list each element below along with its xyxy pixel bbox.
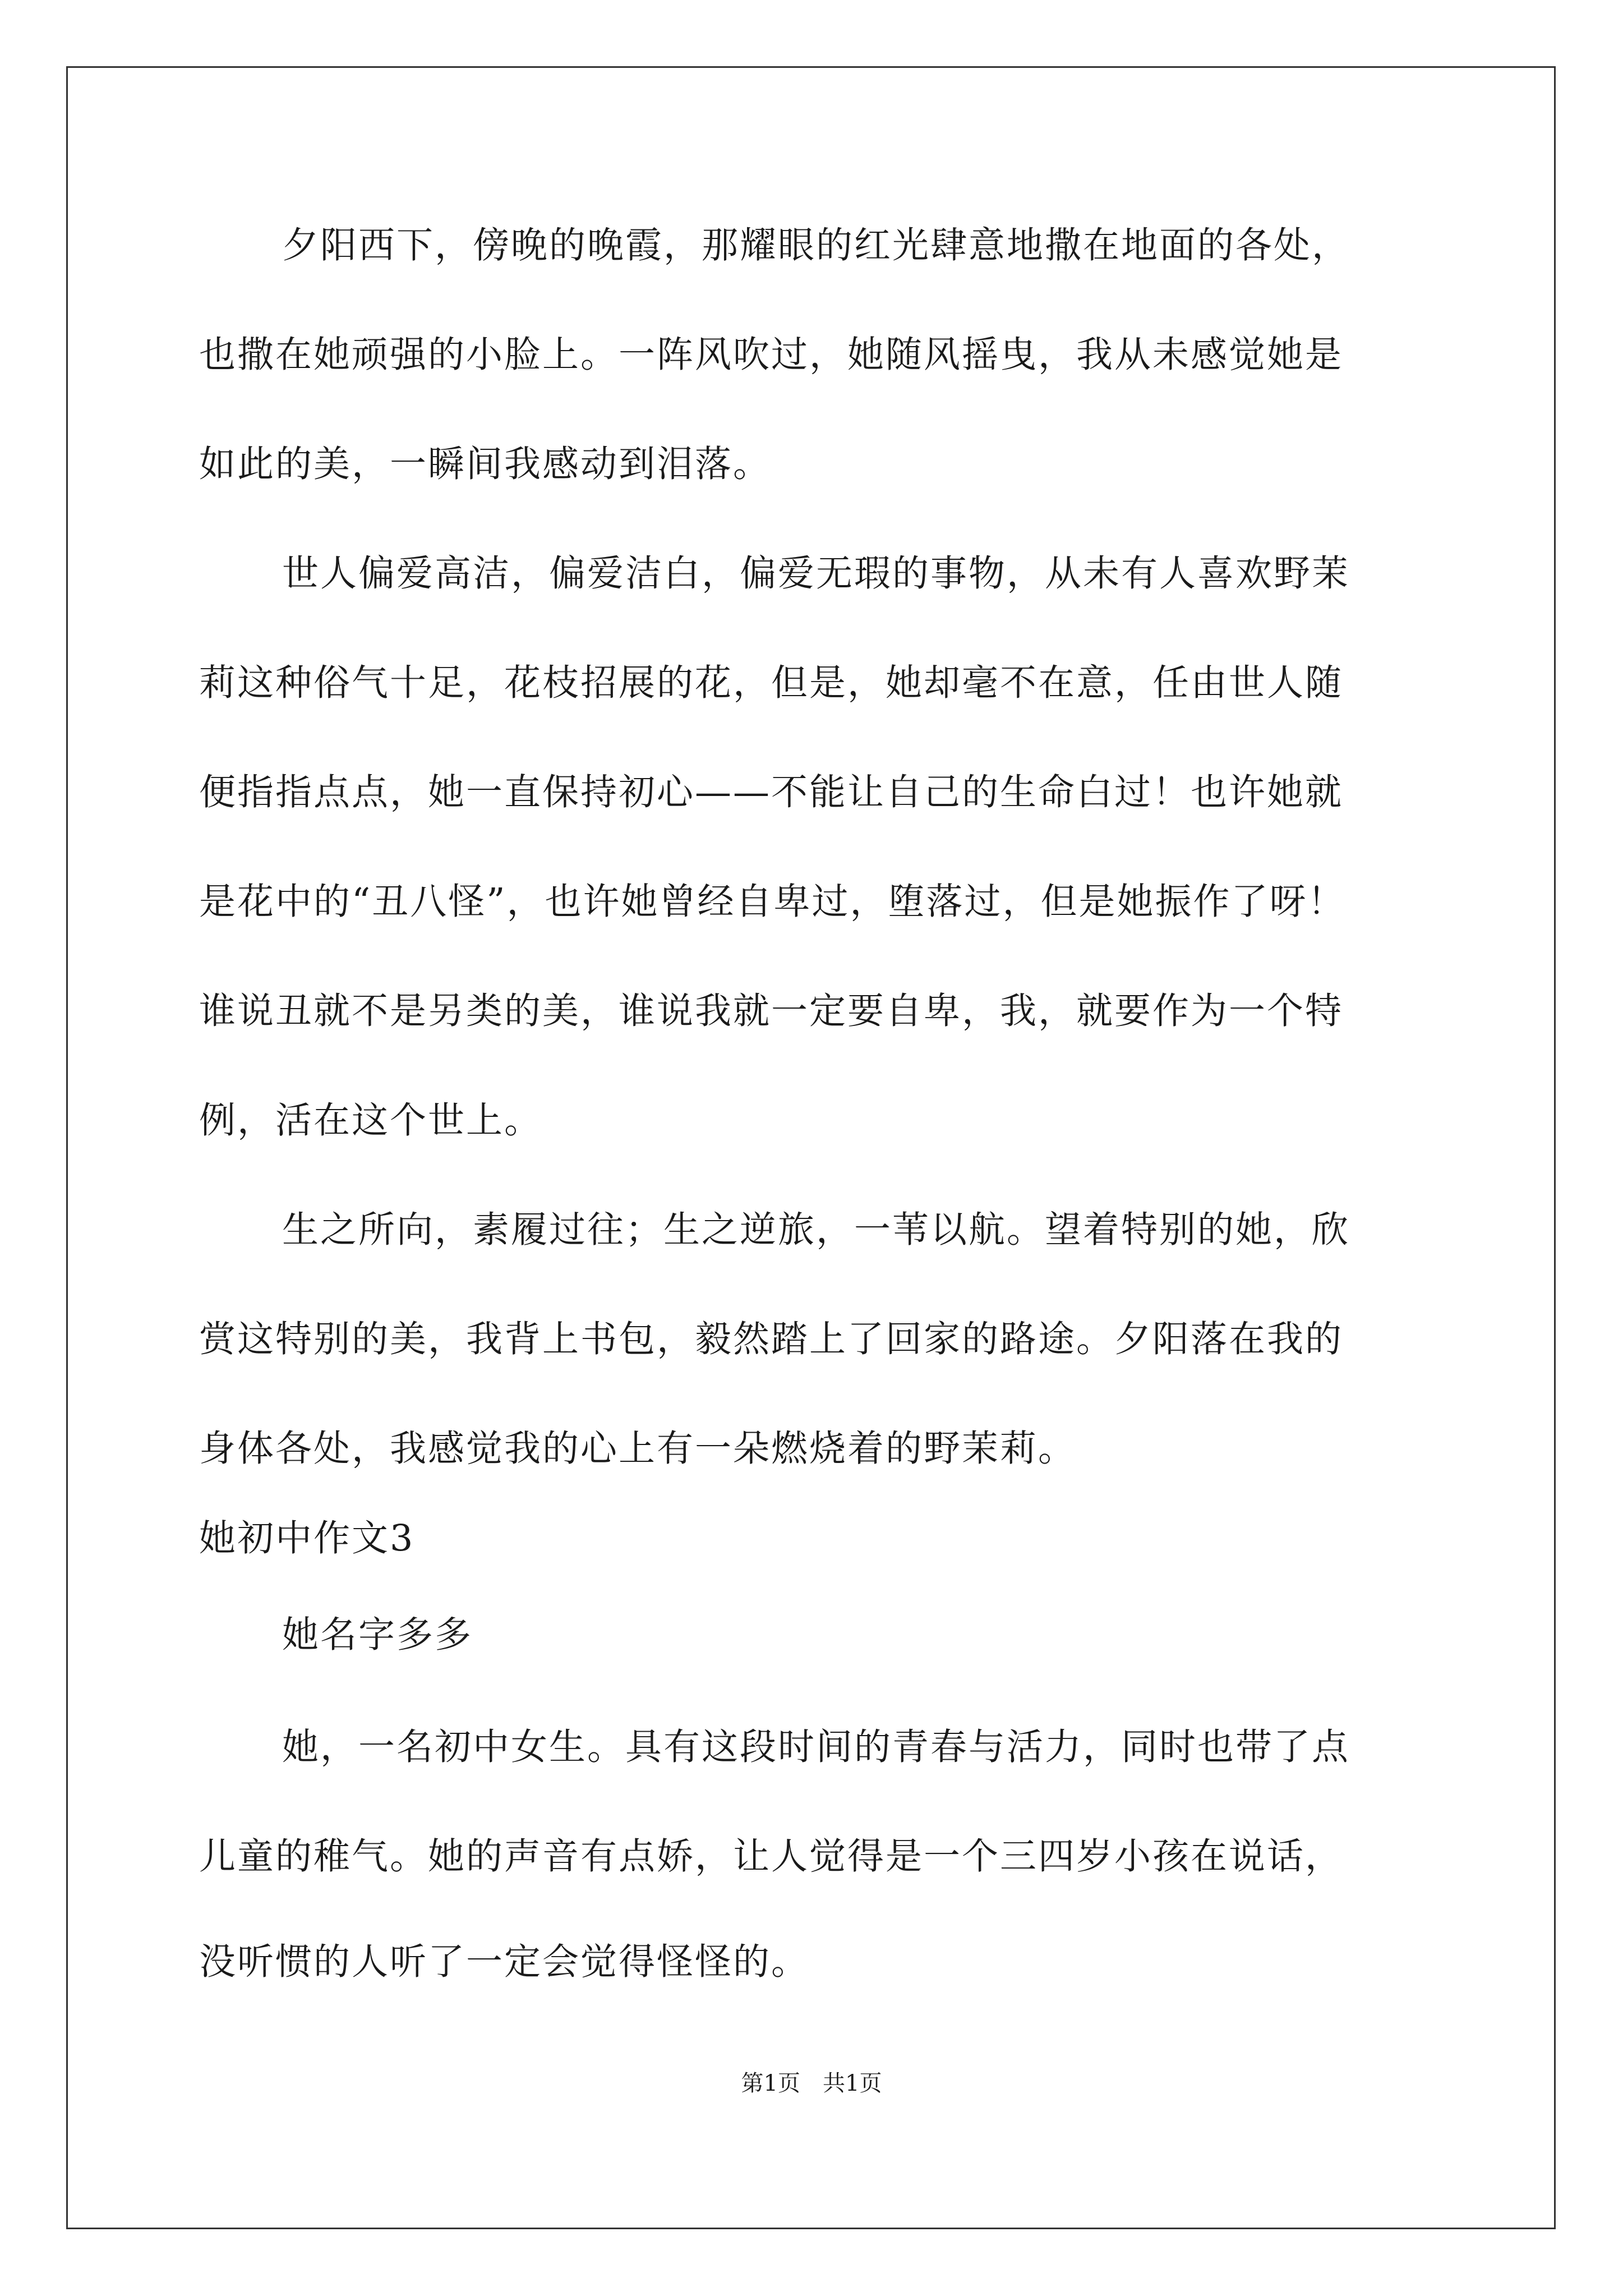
- paragraph-1-line-1: 夕阳西下，傍晚的晚霞，那耀眼的红光肆意地撒在地面的各处，: [282, 224, 1350, 266]
- paragraph-2-line-1: 世人偏爱高洁，偏爱洁白，偏爱无瑕的事物，从未有人喜欢野茉: [282, 553, 1350, 595]
- paragraph-2-line-3: 便指指点点，她一直保持初心——不能让自己的生命白过！也许她就: [199, 771, 1344, 813]
- page-footer: 第1页 共1页: [741, 2070, 882, 2096]
- paragraph-2-line-6: 例，活在这个世上。: [199, 1099, 543, 1142]
- paragraph-2-line-5: 谁说丑就不是另类的美，谁说我就一定要自卑，我，就要作为一个特: [199, 990, 1344, 1032]
- section-heading: 她初中作文3: [199, 1517, 415, 1559]
- paragraph-1-line-3: 如此的美，一瞬间我感动到泪落。: [199, 443, 772, 485]
- paragraph-3-line-1: 生之所向，素履过往；生之逆旅，一苇以航。望着特别的她，欣: [282, 1209, 1350, 1251]
- paragraph-4-line-3: 没听惯的人听了一定会觉得怪怪的。: [199, 1941, 810, 1983]
- paragraph-3-line-3: 身体各处，我感觉我的心上有一朵燃烧着的野茉莉。: [199, 1428, 1077, 1470]
- paragraph-4-line-2: 儿童的稚气。她的声音有点娇，让人觉得是一个三四岁小孩在说话，: [199, 1835, 1344, 1878]
- paragraph-3-line-2: 赏这特别的美，我背上书包，毅然踏上了回家的路途。夕阳落在我的: [199, 1318, 1344, 1360]
- paragraph-1-line-2: 也撒在她顽强的小脸上。一阵风吹过，她随风摇曳，我从未感觉她是: [199, 334, 1344, 376]
- page-border: [66, 66, 1556, 2229]
- essay-subtitle: 她名字多多: [282, 1614, 473, 1656]
- paragraph-2-line-2: 莉这种俗气十足，花枝招展的花，但是，她却毫不在意，任由世人随: [199, 662, 1344, 704]
- paragraph-2-line-4: 是花中的“丑八怪”，也许她曾经自卑过，堕落过，但是她振作了呀！: [199, 881, 1346, 923]
- paragraph-4-line-1: 她，一名初中女生。具有这段时间的青春与活力，同时也带了点: [282, 1726, 1350, 1768]
